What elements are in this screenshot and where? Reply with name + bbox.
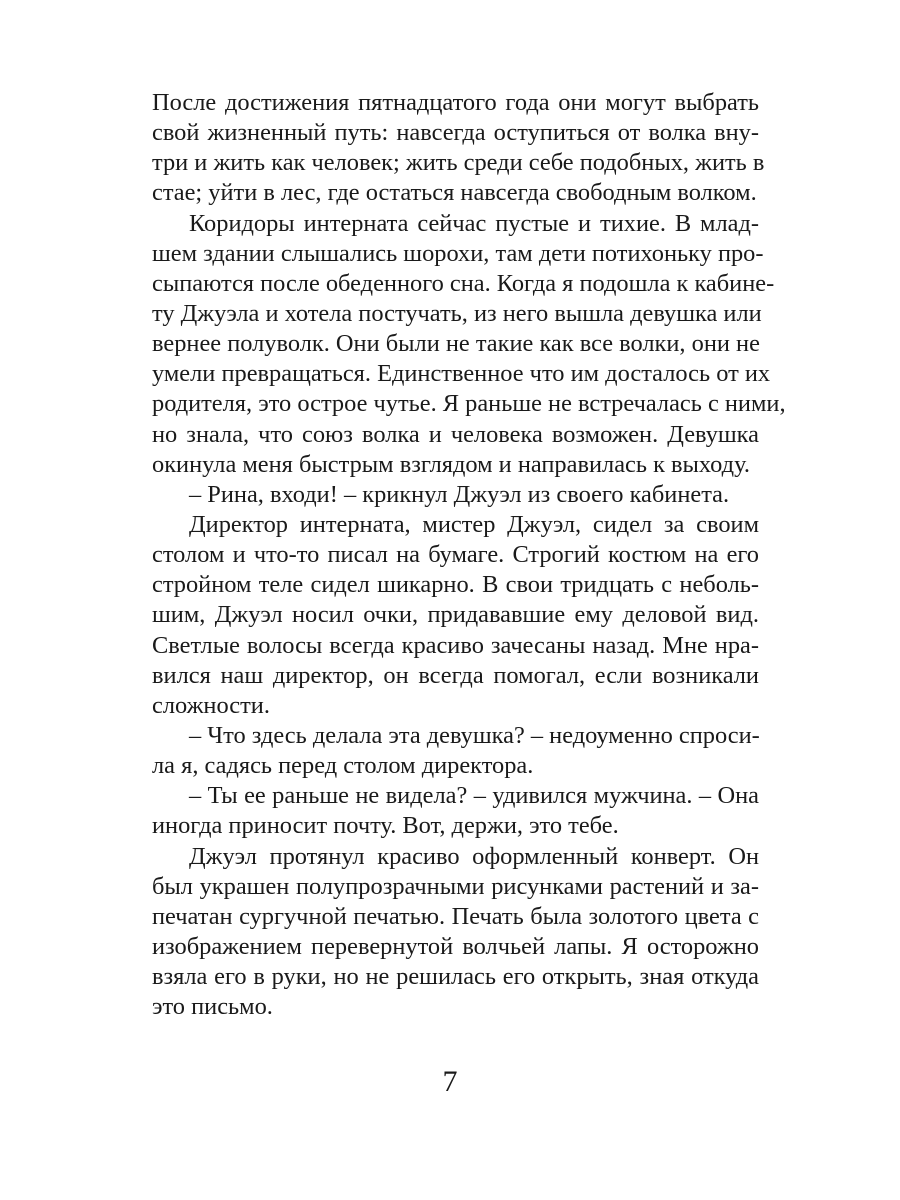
- text-line: свой жизненный путь: навсегда оступиться от волка вну-: [152, 119, 759, 147]
- text-line: вился наш директор, он всегда помогал, если возникали: [152, 661, 759, 689]
- text-line: Коридоры интерната сейчас пустые и тихие. В млад-: [189, 209, 759, 237]
- text-line: сыпаются после обеденного сна. Когда я подошла к кабине-: [152, 269, 775, 297]
- text-line: три и жить как человек; жить среди себе подобных, жить в: [152, 149, 765, 177]
- text-line: родителя, это острое чутье. Я раньше не встречалась с ними,: [152, 390, 786, 418]
- text-line: – Что здесь делала эта девушка? – недоуменно спроси-: [189, 721, 760, 749]
- text-line: но знала, что союз волка и человека возможен. Девушка: [152, 420, 759, 448]
- text-line: Светлые волосы всегда красиво зачесаны назад. Мне нра-: [152, 631, 759, 659]
- text-line: печатан сургучной печатью. Печать была золотого цвета с: [152, 902, 759, 930]
- text-line: столом и что-то писал на бумаге. Строгий костюм на его: [152, 541, 759, 569]
- text-line: был украшен полупрозрачными рисунками растений и за-: [152, 872, 759, 900]
- text-line: Директор интерната, мистер Джуэл, сидел за своим: [189, 510, 759, 538]
- text-line: стройном теле сидел шикарно. В свои тридцать с неболь-: [152, 571, 759, 599]
- text-line: сложности.: [152, 691, 270, 719]
- text-line: После достижения пятнадцатого года они могут выбрать: [152, 89, 759, 116]
- page-number: 7: [442, 1065, 458, 1098]
- text-line: – Рина, входи! – крикнул Джуэл из своего кабинета.: [189, 480, 730, 508]
- text-line: ту Джуэла и хотела постучать, из него вышла девушка или: [152, 299, 762, 327]
- text-line: – Ты ее раньше не видела? – удивился мужчина. – Она: [189, 782, 759, 810]
- text-line: вернее полуволк. Они были не такие как все волки, они не: [152, 330, 760, 358]
- text-line: это письмо.: [152, 993, 273, 1021]
- text-line: шем здании слышались шорохи, там дети потихоньку про-: [152, 239, 764, 267]
- text-line: изображением перевернутой волчьей лапы. Я осторожно: [152, 932, 759, 960]
- text-line: окинула меня быстрым взглядом и направилась к выходу.: [152, 450, 750, 478]
- text-line: Джуэл протянул красиво оформленный конверт. Он: [189, 842, 759, 870]
- text-line: иногда приносит почту. Вот, держи, это тебе.: [152, 812, 619, 840]
- text-line: шим, Джуэл носил очки, придававшие ему деловой вид.: [152, 601, 759, 629]
- text-line: ла я, садясь перед столом директора.: [152, 752, 534, 780]
- text-line: стае; уйти в лес, где остаться навсегда свободным волком.: [152, 179, 757, 207]
- page-text: [152, 88, 786, 1022]
- text-line: взяла его в руки, но не решилась его открыть, зная откуда: [152, 963, 759, 991]
- text-line: умели превращаться. Единственное что им досталось от их: [152, 360, 771, 388]
